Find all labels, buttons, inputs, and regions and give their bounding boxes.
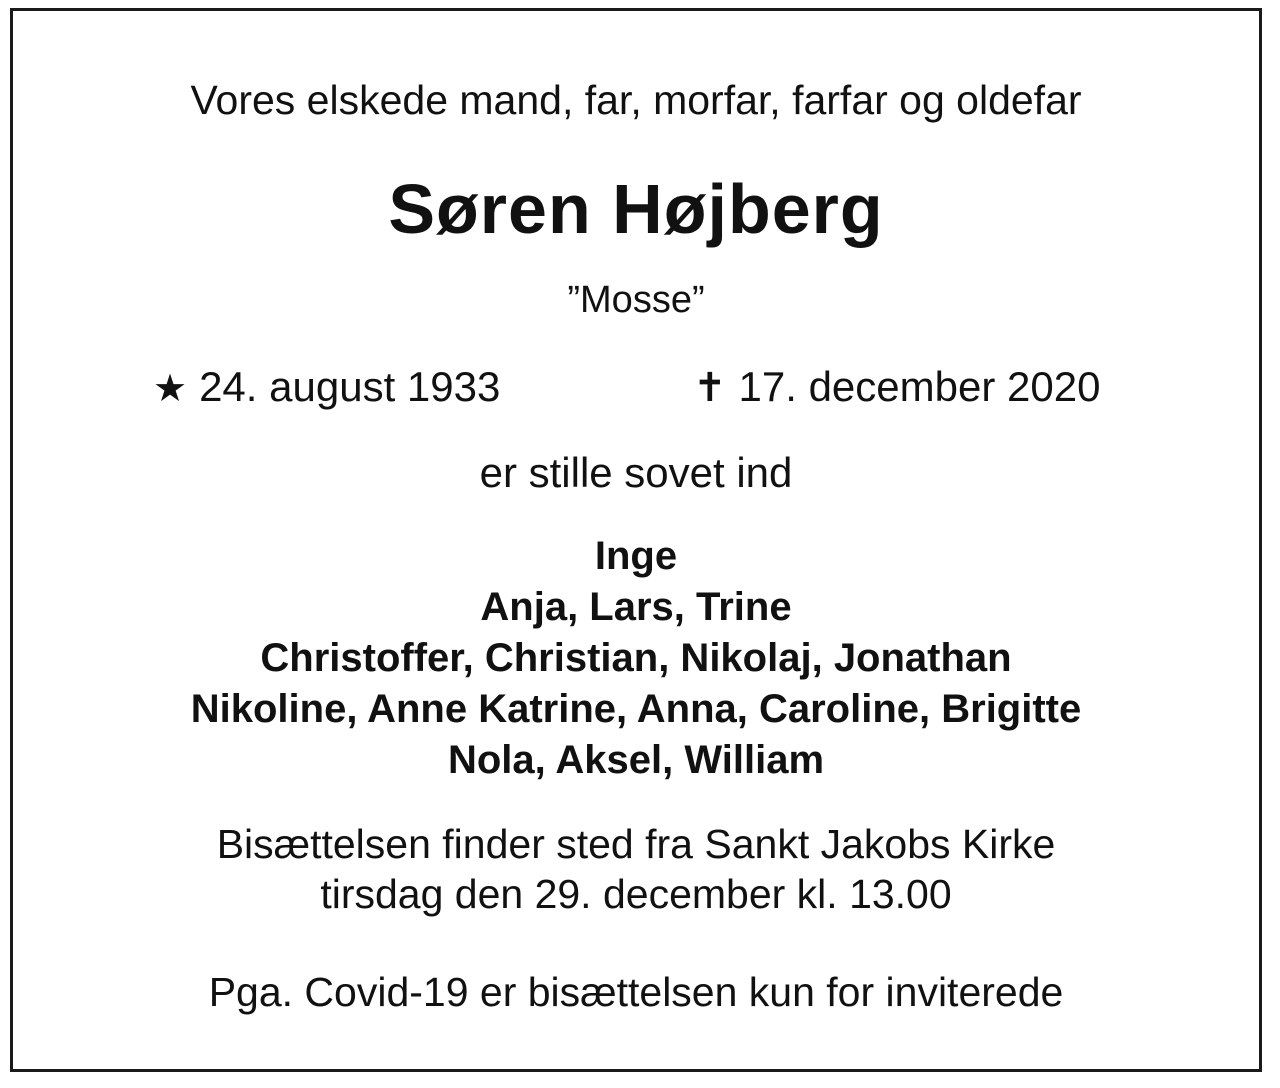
birth-date-group — [153, 363, 500, 411]
deceased-name: Søren Højberg — [388, 170, 884, 248]
cross-icon: ✝ — [693, 366, 727, 410]
birth-date: 24. august 1933 — [199, 363, 501, 410]
passed-away-text: er stille sovet ind — [479, 449, 793, 496]
family-line-grandchildren-2: Nikoline, Anne Katrine, Anna, Caroline, Brigitte — [190, 687, 1082, 731]
star-icon: ★ — [153, 368, 188, 410]
service-time: tirsdag den 29. december kl. 13.00 — [320, 871, 952, 917]
family-line-great-grandchildren: Nola, Aksel, William — [447, 738, 825, 782]
service-info — [13, 819, 1259, 919]
obituary-notice — [10, 8, 1262, 1072]
family-list — [13, 531, 1259, 786]
death-date: 17. december 2020 — [738, 363, 1101, 410]
covid-note: Pga. Covid-19 er bisættelsen kun for inviterede — [208, 969, 1064, 1015]
service-location: Bisættelsen finder sted fra Sankt Jakobs Kirke — [216, 821, 1056, 867]
nickname: ”Mosse” — [567, 279, 705, 321]
family-line-spouse: Inge — [594, 534, 678, 578]
family-line-grandchildren-1: Christoffer, Christian, Nikolaj, Jonathan — [260, 636, 1012, 680]
intro-text: Vores elskede mand, far, morfar, farfar og oldefar — [190, 77, 1082, 123]
family-line-children: Anja, Lars, Trine — [480, 585, 792, 629]
death-date-group — [693, 363, 1100, 411]
life-dates — [13, 363, 1259, 419]
